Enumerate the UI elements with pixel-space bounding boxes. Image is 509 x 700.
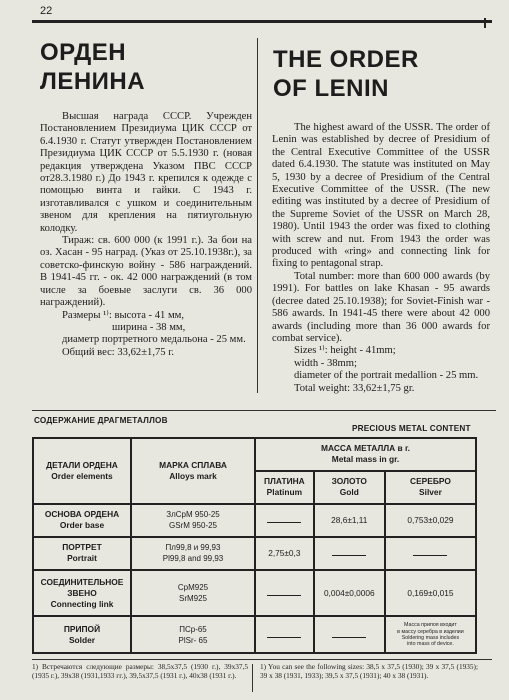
title-en-line1: THE ORDER	[273, 46, 419, 73]
footnote-divider	[252, 664, 253, 692]
cell-element	[33, 616, 131, 653]
footnote-en: 1) You can see the following sizes: 38,5 x 37,5 (1930); 39 x 37,5 (1935); 39 x 38 (1931, 1933); 39,5 x 37,5 (1931); 40 x 38 (1931).	[260, 662, 478, 680]
cell-silver: 0,169±0,015	[385, 570, 476, 617]
footnote-ru: 1) Встречаются следующие размеры: 38,5x37,5 (1930 г.), 39x37,5 (1935 г.), 39x38 (1931,1933 гг.), 39,5x37,5 (1931 г.), 40x38 (1931 г.).	[32, 662, 248, 680]
ru-paragraph-history: Высшая награда СССР. Учрежден Постановлением Президиума ЦИК СССР от 6.4.1930 г. Статут утвержден Постановлением Президиума ЦИК СССР от 5.5.1930 г. (новая редакция утверждена Указом ПВС СССР от28.3.1980 г.) До 1943 г. крепился к одежде с помощью винта и гайки. С 1943 г. изготавливался с ушком и соединительным звеном для крепления на пятиугольную колодку.	[40, 111, 252, 234]
cell-alloy	[131, 570, 255, 617]
alloy-ru: ПСр-65	[179, 624, 207, 634]
title-ru	[40, 38, 250, 96]
table-row	[33, 616, 476, 653]
footnote-rule	[32, 659, 492, 660]
cell-element	[33, 504, 131, 537]
column-divider	[257, 38, 258, 393]
en-sizes	[272, 345, 490, 395]
header-gold-ru: ЗОЛОТО	[331, 476, 367, 487]
element-en: Order base	[59, 520, 105, 531]
header-alloy-ru: МАРКА СПЛАВА	[159, 459, 227, 470]
alloy-en: SrM925	[178, 594, 207, 604]
cell-element	[33, 570, 131, 617]
empty-dash	[267, 595, 301, 596]
element-ru: ОСНОВА ОРДЕНА	[44, 509, 120, 520]
header-mass-en: Metal mass in gr.	[331, 454, 400, 465]
header-silver	[385, 471, 476, 504]
cell-gold	[314, 537, 385, 570]
text-column-ru	[40, 111, 252, 359]
element-ru-2: ЗВЕНО	[67, 587, 97, 598]
element-en: Solder	[68, 634, 96, 645]
cell-gold: 28,6±1,11	[314, 504, 385, 537]
alloy-ru: ЗлСрМ 950-25	[166, 510, 220, 520]
empty-dash	[267, 637, 301, 638]
header-alloy	[131, 438, 255, 504]
solder-note-ru-2: в массу серебра в изделии	[397, 628, 464, 635]
cell-alloy	[131, 616, 255, 653]
title-en	[273, 45, 493, 103]
ru-size-height: Размеры ¹⁾: высота - 41 мм,	[62, 309, 185, 321]
cell-element	[33, 537, 131, 570]
cell-alloy	[131, 504, 255, 537]
header-elements	[33, 438, 131, 504]
cell-platinum	[255, 570, 314, 617]
element-ru: ПРИПОЙ	[63, 623, 101, 634]
cell-platinum	[255, 616, 314, 653]
header-elements-en: Order elements	[51, 470, 113, 481]
cell-gold: 0,004±0,0006	[314, 570, 385, 617]
ru-size-diameter: диаметр портретного медальона - 25 мм.	[62, 334, 246, 346]
en-paragraph-awards: Total number: more than 600 000 awards (by 1991). For battles on lake Khasan - 95 awards (decree dated 25.10.1938); for Soviet-Finish war - 586 awards. In 1941-45 there were about 42 000 awards (including more than 36 000 awards for combat service).	[272, 270, 490, 344]
alloy-en: Pl99,8 and 99,93	[162, 554, 224, 564]
title-ru-line2: ЛЕНИНА	[40, 68, 146, 95]
cell-gold	[314, 616, 385, 653]
section-heading-ru: СОДЕРЖАНИЕ ДРАГМЕТАЛЛОВ	[34, 416, 168, 425]
element-ru: ПОРТРЕТ	[62, 542, 102, 553]
table-row	[33, 537, 476, 570]
en-size-diameter: diameter of the portrait medallion - 25 mm.	[294, 370, 479, 382]
element-en: Portrait	[67, 553, 97, 564]
table-header-row	[33, 438, 476, 471]
empty-dash	[267, 522, 301, 523]
top-rule-tick	[484, 18, 486, 28]
en-size-height: Sizes ¹⁾: height - 41mm;	[294, 345, 396, 357]
solder-note-ru-1: Масса припоя входит	[404, 622, 457, 629]
empty-dash	[413, 555, 447, 556]
cell-silver: 0,753±0,029	[385, 504, 476, 537]
header-alloy-en: Alloys mark	[169, 470, 217, 481]
section-heading-en: PRECIOUS METAL CONTENT	[352, 424, 471, 433]
cell-alloy	[131, 537, 255, 570]
title-en-line2: OF LENIN	[273, 75, 389, 102]
header-silver-ru: СЕРЕБРО	[410, 476, 451, 487]
en-size-width: width - 38mm;	[294, 357, 357, 369]
alloy-en: PlSr- 65	[178, 635, 208, 645]
cell-silver-note	[385, 616, 476, 653]
solder-note-en-2: into mass of device.	[407, 640, 454, 647]
page-number: 22	[40, 5, 53, 17]
header-gold-en: Gold	[339, 487, 359, 498]
header-platinum	[255, 471, 314, 504]
precious-metal-table	[32, 437, 477, 654]
header-mass	[255, 438, 476, 471]
header-gold	[314, 471, 385, 504]
ru-size-width: ширина - 38 мм,	[112, 321, 186, 333]
text-column-en	[272, 122, 490, 395]
top-rule	[32, 20, 492, 23]
table-row	[33, 504, 476, 537]
empty-dash	[332, 555, 366, 556]
alloy-ru: Пл99,8 и 99,93	[165, 543, 221, 553]
alloy-ru: СрМ925	[177, 583, 209, 593]
header-mass-ru: МАССА МЕТАЛЛА в г.	[321, 443, 410, 454]
alloy-en: GSrM 950-25	[168, 521, 218, 531]
header-platinum-ru: ПЛАТИНА	[263, 476, 305, 487]
ru-weight: Общий вес: 33,62±1,75 г.	[62, 346, 175, 358]
ru-paragraph-awards: Тираж: св. 600 000 (к 1991 г.). За бои на оз. Хасан - 95 наград. (Указ от 25.10.1938г.), за советско-финскую войну - 586 награждений. В 1941-45 гг. - ок. 42 000 награждений (в том числе за боевые заслуги св. 36 000 награждений).	[40, 235, 252, 309]
en-weight: Total weight: 33,62±1,75 gr.	[294, 382, 415, 394]
header-elements-ru: ДЕТАЛИ ОРДЕНА	[46, 459, 118, 470]
header-platinum-en: Platinum	[266, 487, 303, 498]
title-ru-line1: ОРДЕН	[40, 39, 127, 66]
cell-platinum: 2,75±0,3	[255, 537, 314, 570]
header-silver-en: Silver	[419, 487, 442, 498]
cell-silver	[385, 537, 476, 570]
empty-dash	[332, 637, 366, 638]
section-rule	[32, 410, 496, 411]
ru-sizes	[40, 310, 252, 360]
element-en: Connecting link	[50, 598, 114, 609]
solder-note-en-1: Soldering mass includes	[401, 634, 460, 641]
cell-platinum	[255, 504, 314, 537]
element-ru: СОЕДИНИТЕЛЬНОЕ	[40, 576, 124, 587]
table-row	[33, 570, 476, 617]
en-paragraph-history: The highest award of the USSR. The order of Lenin was established by decree of Presidium of the Central Executive Committee of the USSR dated 6.4.1930. The statute was instituted on May 5, 1930 by a decree of Presidium of the Central Executive Committee of the USSR. (The new editing was instituted by a decree of Presidium of the Supreme Soviet of the USSR on March 28, 1980). Until 1943 the order was fixed to clothing with screw and nut. From 1943 the order was produced with «ring» and connecting link for fixing to pentagonal strap.	[272, 122, 490, 270]
